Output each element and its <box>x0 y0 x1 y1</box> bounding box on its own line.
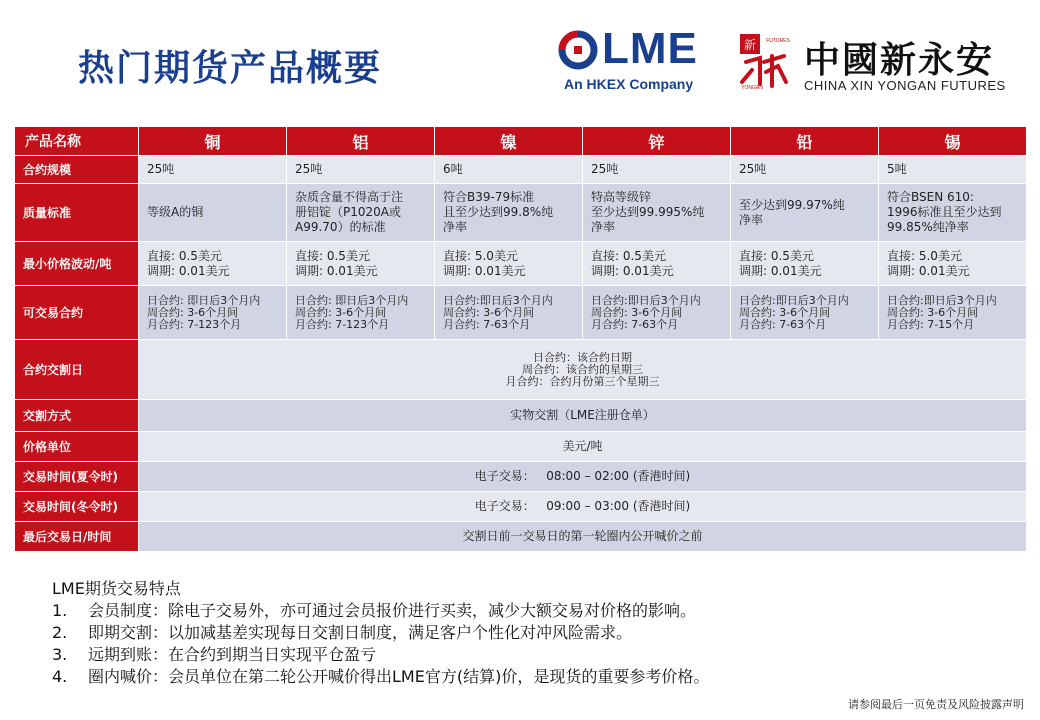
cell-line: 净率 <box>739 212 764 227</box>
table-cell: 25吨 <box>287 156 435 184</box>
table-cell-merged: 实物交割（LME注册仓单） <box>139 400 1027 432</box>
table-row-contract-size <box>15 156 1027 184</box>
cell-line: 月合约: 7-63个月 <box>739 317 827 331</box>
cell-line: 月合约: 7-63个月 <box>591 317 679 331</box>
lme-logo-word: LME <box>602 24 698 73</box>
cell-line: 调期: 0.01美元 <box>443 263 526 278</box>
table-cell <box>435 242 583 286</box>
row-label: 价格单位 <box>15 432 139 462</box>
table-row-last-trading-day <box>15 522 1027 552</box>
header-product-name: 产品名称 <box>15 127 139 156</box>
table-cell <box>583 242 731 286</box>
list-item-number: 2. <box>52 623 68 642</box>
list-item-text: 远期到账：在合约到期当日实现平仓盈亏 <box>88 645 377 664</box>
row-label: 最后交易日/时间 <box>15 522 139 552</box>
cell-line: 直接: 0.5美元 <box>147 248 222 263</box>
row-label: 交易时间(冬令时) <box>15 492 139 522</box>
list-item <box>52 666 709 688</box>
yongan-logo-english: CHINA XIN YONGAN FUTURES <box>804 78 1006 93</box>
table-cell: 5吨 <box>879 156 1027 184</box>
table-cell-merged: 电子交易： 09:00 – 03:00 (香港时间) <box>139 492 1027 522</box>
table-row-quality-standard <box>15 184 1027 242</box>
table-cell <box>731 184 879 242</box>
lme-logo-subtitle: An HKEX Company <box>564 76 694 92</box>
list-item-number: 1. <box>52 601 68 620</box>
header-metal-zinc: 锌 <box>583 127 731 156</box>
table-cell-merged <box>139 340 1027 400</box>
cell-line: 符合B39-79标准 <box>443 190 535 204</box>
table-cell <box>731 242 879 286</box>
table-cell: 6吨 <box>435 156 583 184</box>
table-row-price-unit <box>15 432 1027 462</box>
cell-line: 调期: 0.01美元 <box>591 263 674 278</box>
table-cell <box>879 184 1027 242</box>
cell-line: 月合约: 7-123个月 <box>147 317 242 331</box>
cell-line: 日合约:即日后3个月内 <box>443 293 553 307</box>
table-cell-merged: 电子交易： 08:00 – 02:00 (香港时间) <box>139 462 1027 492</box>
cell-line: 调期: 0.01美元 <box>147 263 230 278</box>
lme-logo-mark-icon <box>558 30 598 70</box>
table-cell: 25吨 <box>583 156 731 184</box>
cell-line: 直接: 5.0美元 <box>887 248 962 263</box>
table-cell <box>435 184 583 242</box>
list-item-number: 4. <box>52 667 68 686</box>
page-title: 热门期货产品概要 <box>78 48 383 89</box>
svg-text:新: 新 <box>743 38 757 52</box>
list-item <box>52 622 709 644</box>
cell-line: 周合约: 3-6个月间 <box>887 305 979 319</box>
cell-line: 符合BSEN 610: <box>887 190 974 204</box>
cell-line: 月合约: 7-15个月 <box>887 317 975 331</box>
table-cell: 25吨 <box>731 156 879 184</box>
cell-line: 直接: 5.0美元 <box>443 248 518 263</box>
lme-features-list <box>52 578 709 688</box>
table-row-trading-hours-summer <box>15 462 1027 492</box>
cell-line: 至少达到99.995%纯 <box>591 205 705 219</box>
yongan-logo <box>738 26 1028 96</box>
list-item-text: 会员制度：除电子交易外，亦可通过会员报价进行买卖，减少大额交易对价格的影响。 <box>88 601 697 620</box>
table-cell-merged: 交割日前一交易日的第一轮圈内公开喊价之前 <box>139 522 1027 552</box>
table-cell <box>139 242 287 286</box>
cell-line: 调期: 0.01美元 <box>887 263 970 278</box>
cell-line: 等级A的铜 <box>147 205 204 219</box>
cell-line: 册铝锭（P1020A或 <box>295 205 401 219</box>
list-item <box>52 644 709 666</box>
table-cell <box>435 286 583 340</box>
cell-line: 且至少达到99.8%纯 <box>443 205 554 219</box>
table-row-tradable-contracts <box>15 286 1027 340</box>
list-item-text: 即期交割：以加减基差实现每日交割日制度，满足客户个性化对冲风险需求。 <box>88 623 633 642</box>
table-row-delivery-method <box>15 400 1027 432</box>
cell-line: 调期: 0.01美元 <box>739 263 822 278</box>
lme-logo <box>558 26 718 96</box>
cell-line: 周合约: 3-6个月间 <box>591 305 683 319</box>
cell-line: 周合约: 3-6个月间 <box>295 305 387 319</box>
header-metal-nickel: 镍 <box>435 127 583 156</box>
cell-line: 日合约: 即日后3个月内 <box>147 293 261 307</box>
cell-line: 杂质含量不得高于注 <box>295 190 404 204</box>
row-label: 质量标准 <box>15 184 139 242</box>
table-cell <box>139 184 287 242</box>
cell-line: 特高等级锌 <box>591 190 652 204</box>
row-label: 合约交割日 <box>15 340 139 400</box>
cell-line: 月合约: 7-123个月 <box>295 317 390 331</box>
cell-line: 净率 <box>591 220 616 234</box>
yongan-logo-mark-icon <box>738 32 790 90</box>
table-cell <box>139 286 287 340</box>
header-metal-aluminium: 铝 <box>287 127 435 156</box>
cell-line: 日合约：该合约日期 <box>533 350 632 364</box>
header-metal-lead: 铅 <box>731 127 879 156</box>
table-cell <box>879 242 1027 286</box>
header-metal-copper: 铜 <box>139 127 287 156</box>
cell-line: 99.85%纯净率 <box>887 220 969 234</box>
row-label: 最小价格波动/吨 <box>15 242 139 286</box>
row-label: 可交易合约 <box>15 286 139 340</box>
table-header-row <box>15 127 1027 156</box>
cell-line: 直接: 0.5美元 <box>295 248 370 263</box>
table-cell: 25吨 <box>139 156 287 184</box>
disclaimer-footnote: 请参阅最后一页免责及风险披露声明 <box>848 698 1024 711</box>
cell-line: 周合约：该合约的星期三 <box>522 362 643 376</box>
list-item-text: 圈内喊价：会员单位在第二轮公开喊价得出LME官方(结算)价，是现货的重要参考价格。 <box>88 667 710 686</box>
row-label: 交割方式 <box>15 400 139 432</box>
product-summary-table <box>14 126 1027 552</box>
features-heading: LME期货交易特点 <box>52 579 181 598</box>
yongan-logo-chinese: 中國新永安 <box>804 40 995 81</box>
cell-line: 直接: 0.5美元 <box>739 248 814 263</box>
table-cell <box>583 184 731 242</box>
table-cell <box>583 286 731 340</box>
cell-line: 直接: 0.5美元 <box>591 248 666 263</box>
table-row-delivery-dates <box>15 340 1027 400</box>
cell-line: 日合约: 即日后3个月内 <box>295 293 409 307</box>
table-cell <box>287 242 435 286</box>
row-label: 交易时间(夏令时) <box>15 462 139 492</box>
table-cell <box>731 286 879 340</box>
cell-line: 调期: 0.01美元 <box>295 263 378 278</box>
list-item-number: 3. <box>52 645 68 664</box>
cell-line: 日合约:即日后3个月内 <box>887 293 997 307</box>
cell-line: A99.70）的标准 <box>295 220 386 234</box>
cell-line: 周合约: 3-6个月间 <box>147 305 239 319</box>
yongan-mark-subtext: YONGAN <box>741 85 763 90</box>
cell-line: 日合约:即日后3个月内 <box>739 293 849 307</box>
header-metal-tin: 锡 <box>879 127 1027 156</box>
cell-line: 至少达到99.97%纯 <box>739 197 845 212</box>
list-item <box>52 600 709 622</box>
cell-line: 月合约: 7-63个月 <box>443 317 531 331</box>
table-row-trading-hours-winter <box>15 492 1027 522</box>
cell-line: 净率 <box>443 220 468 234</box>
cell-line: 1996标准且至少达到 <box>887 205 1002 219</box>
table-cell <box>879 286 1027 340</box>
cell-line: 日合约:即日后3个月内 <box>591 293 701 307</box>
row-label: 合约规模 <box>15 156 139 184</box>
table-cell <box>287 286 435 340</box>
cell-line: 周合约: 3-6个月间 <box>739 305 831 319</box>
table-cell <box>287 184 435 242</box>
table-cell-merged: 美元/吨 <box>139 432 1027 462</box>
cell-line: 周合约: 3-6个月间 <box>443 305 535 319</box>
yongan-mark-text: FUTURES <box>766 38 790 44</box>
table-row-min-price-tick <box>15 242 1027 286</box>
cell-line: 月合约：合约月份第三个星期三 <box>505 374 660 388</box>
